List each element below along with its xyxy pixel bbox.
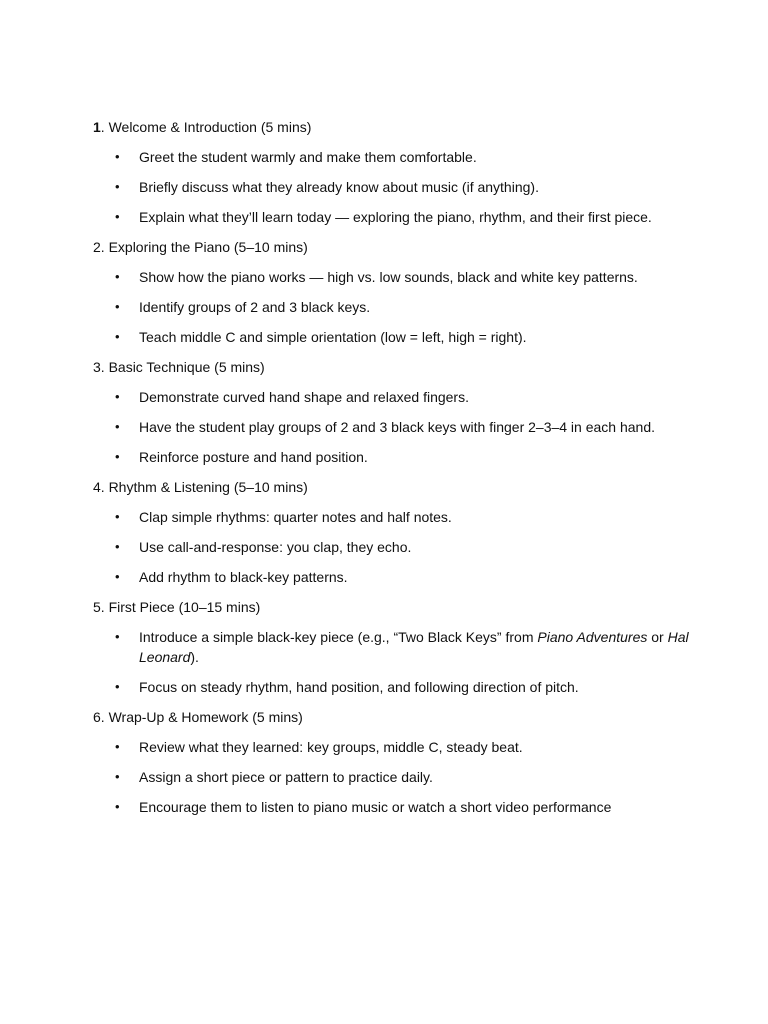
bullet-icon: • <box>115 179 120 194</box>
list-item: • Show how the piano works — high vs. low sounds, black and white key patterns. <box>115 269 638 285</box>
section-heading-wrap-up: 6. Wrap-Up & Homework (5 mins) <box>93 709 303 725</box>
section-list-wrap-up <box>93 737 693 817</box>
section-heading-welcome <box>93 117 693 137</box>
list-item: • Review what they learned: key groups, middle C, steady beat. <box>115 739 523 755</box>
bullet-icon: • <box>115 679 120 694</box>
list-item: • Demonstrate curved hand shape and relaxed fingers. <box>115 389 469 405</box>
list-item: • Have the student play groups of 2 and 3 black keys with finger 2–3–4 in each hand. <box>115 419 656 435</box>
bullet-icon: • <box>115 769 120 784</box>
section-list-exploring <box>93 267 693 347</box>
bullet-icon: • <box>115 269 120 284</box>
bullet-icon: • <box>115 569 120 584</box>
bullet-icon: • <box>115 449 120 464</box>
section-list-welcome <box>93 147 693 227</box>
bullet-icon: • <box>115 419 120 434</box>
bullet-icon: • <box>115 149 120 164</box>
list-item: • Identify groups of 2 and 3 black keys. <box>115 299 371 315</box>
bullet-icon: • <box>115 799 120 814</box>
section-heading-technique: 3. Basic Technique (5 mins) <box>93 359 265 375</box>
list-item: • Use call-and-response: you clap, they echo. <box>115 539 412 555</box>
list-item: • Introduce a simple black-key piece (e.g., “Two Black Keys” from Piano Adventures or Hal Leonard). <box>115 629 689 665</box>
bullet-icon: • <box>115 509 120 524</box>
book-title: Piano Adventures <box>537 629 648 645</box>
list-item: • Encourage them to listen to piano music or watch a short video performance <box>115 799 612 815</box>
list-item: • Add rhythm to black-key patterns. <box>115 569 348 585</box>
bullet-icon: • <box>115 739 120 754</box>
list-item: • Assign a short piece or pattern to practice daily. <box>115 769 433 785</box>
section-title: . Welcome & Introduction (5 mins) <box>100 119 312 135</box>
bullet-icon: • <box>115 329 120 344</box>
list-item: • Focus on steady rhythm, hand position, and following direction of pitch. <box>115 679 579 695</box>
section-heading-first-piece: 5. First Piece (10–15 mins) <box>93 599 261 615</box>
section-list-rhythm <box>93 507 693 587</box>
section-heading-rhythm: 4. Rhythm & Listening (5–10 mins) <box>93 479 308 495</box>
section-number: 1 <box>93 119 101 135</box>
book-title: Hal Leonard <box>139 629 689 665</box>
list-item: • Explain what they’ll learn today — exploring the piano, rhythm, and their first piece. <box>115 209 652 225</box>
list-item: • Clap simple rhythms: quarter notes and half notes. <box>115 509 452 525</box>
bullet-icon: • <box>115 539 120 554</box>
bullet-icon: • <box>115 389 120 404</box>
list-item: • Briefly discuss what they already know about music (if anything). <box>115 179 539 195</box>
section-list-technique <box>93 387 693 467</box>
list-item: • Reinforce posture and hand position. <box>115 449 368 465</box>
lesson-plan-document <box>93 117 693 827</box>
list-item: • Greet the student warmly and make them comfortable. <box>115 149 477 165</box>
section-heading-exploring: 2. Exploring the Piano (5–10 mins) <box>93 239 308 255</box>
list-item: • Teach middle C and simple orientation (low = left, high = right). <box>115 329 527 345</box>
bullet-icon: • <box>115 209 120 224</box>
bullet-icon: • <box>115 629 120 644</box>
bullet-icon: • <box>115 299 120 314</box>
section-list-first-piece <box>93 627 693 697</box>
